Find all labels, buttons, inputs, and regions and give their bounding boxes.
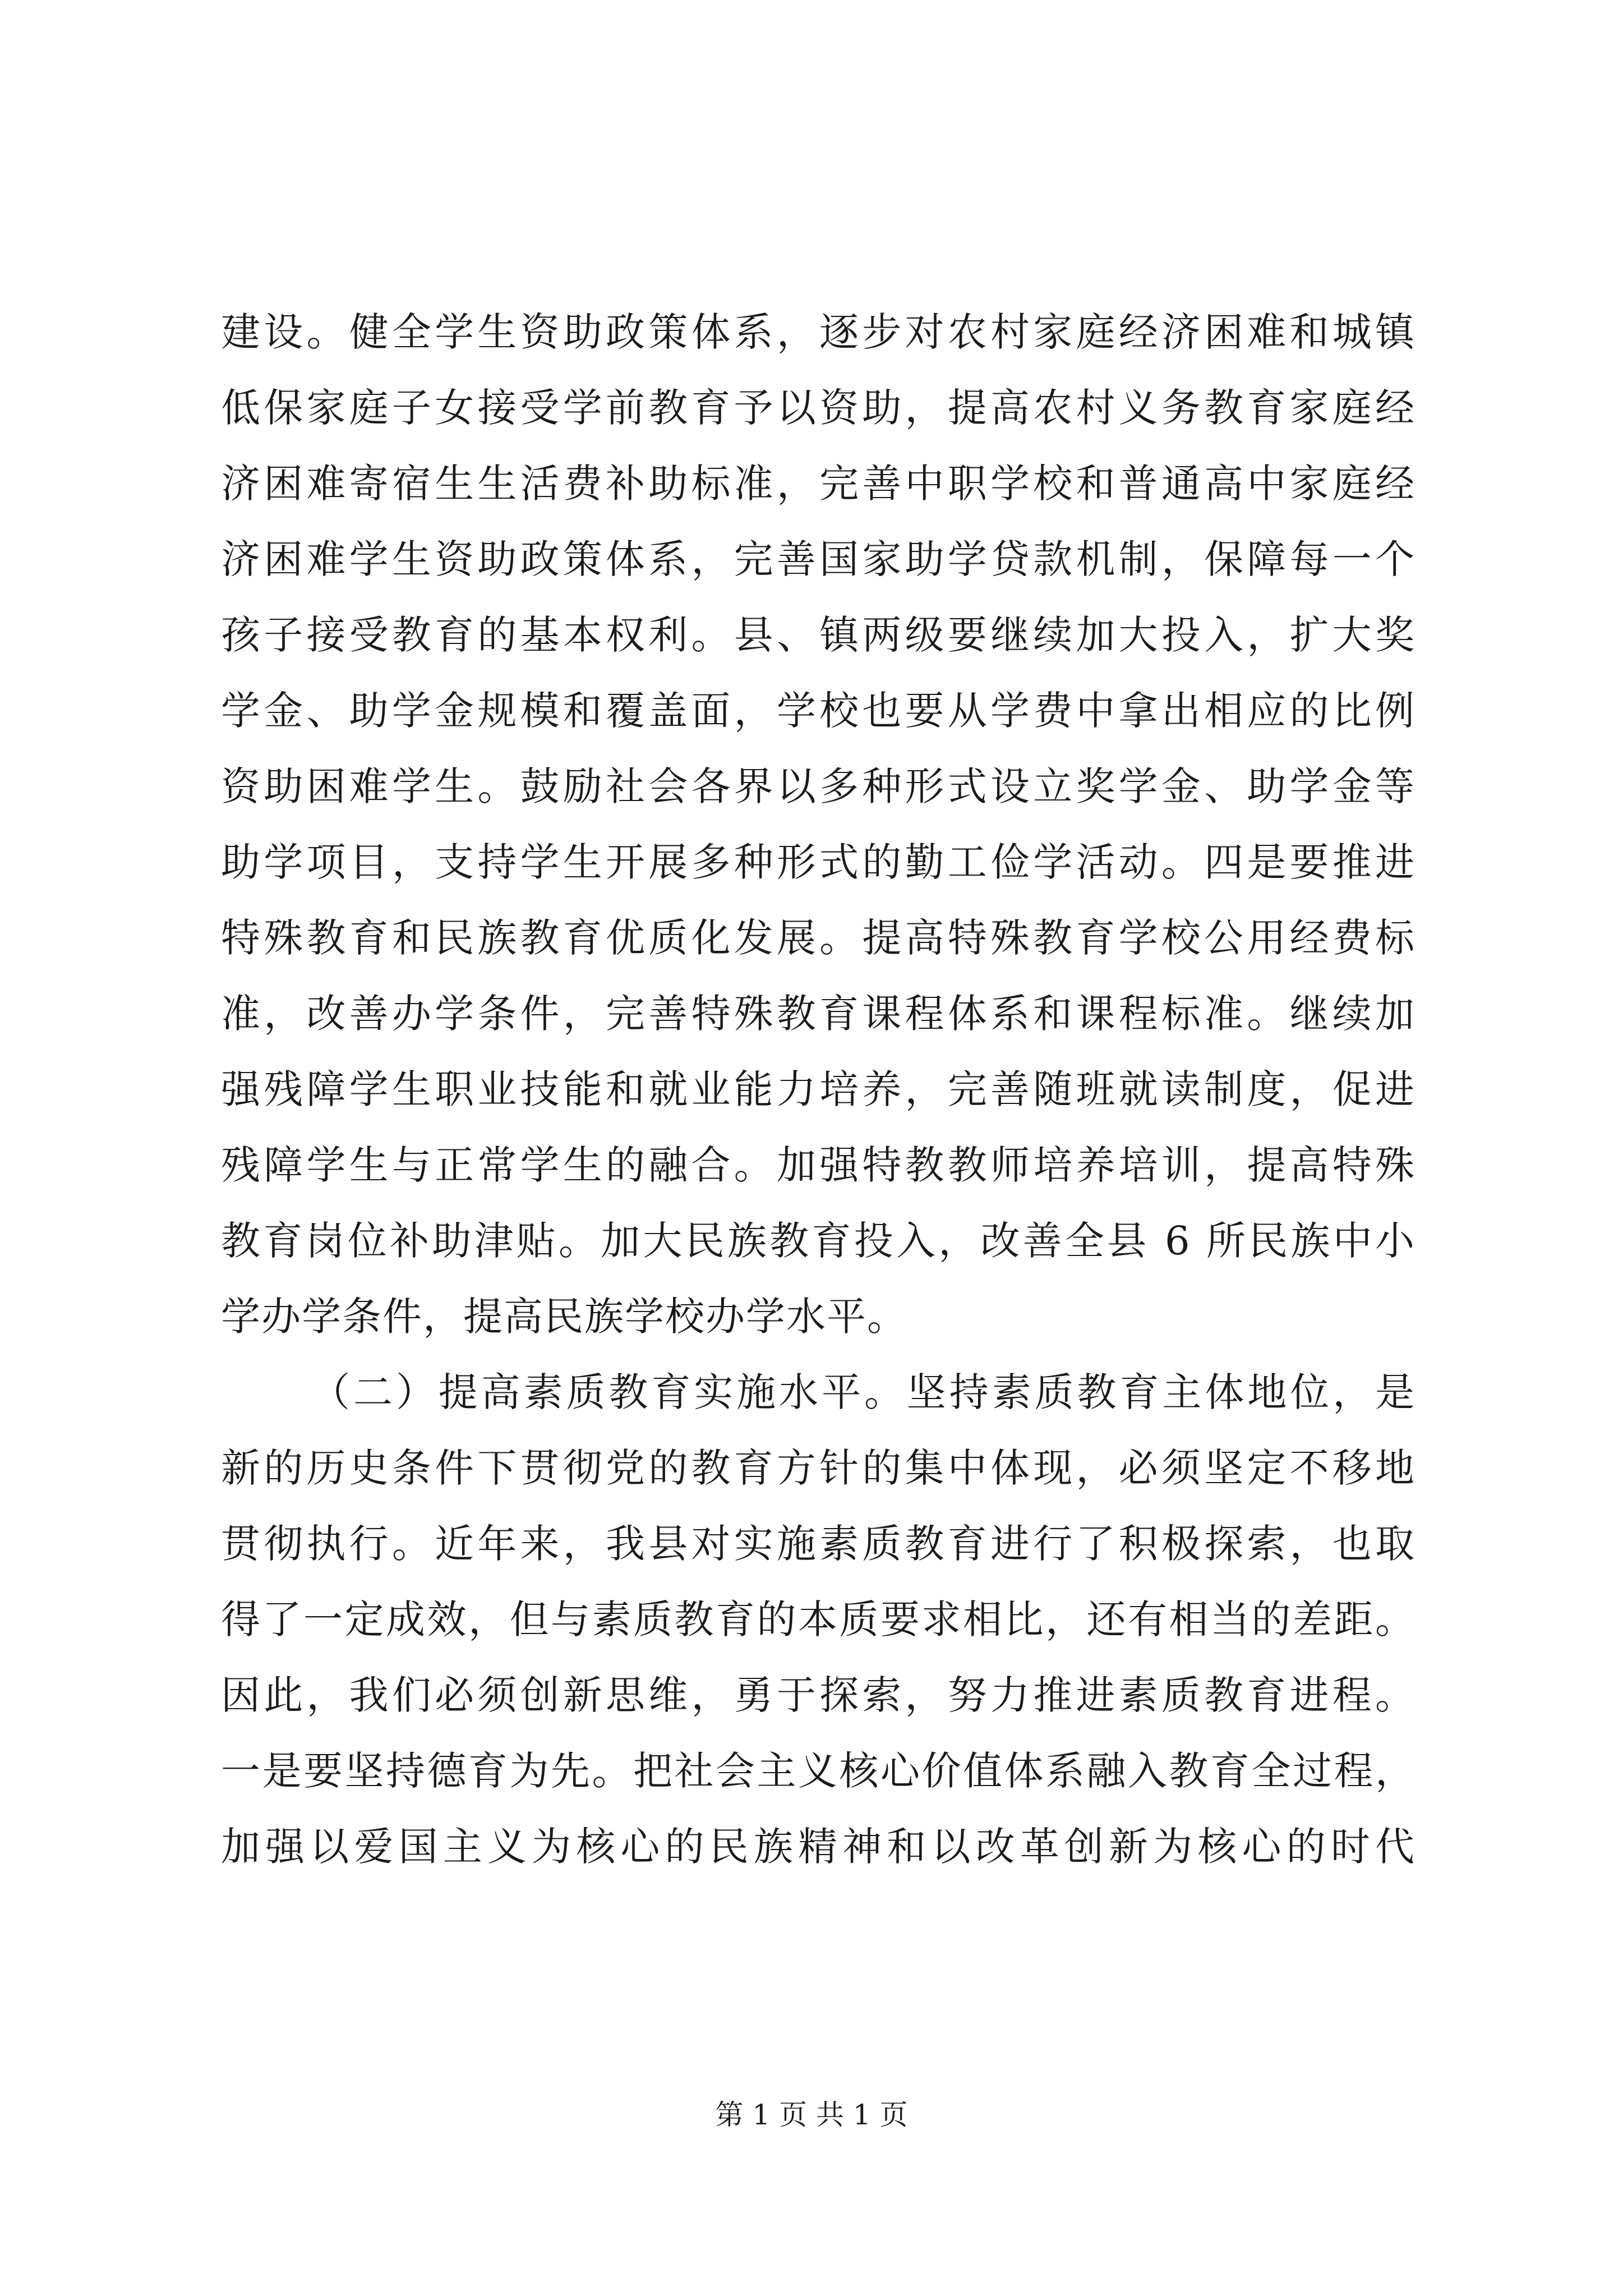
text-line: 加强以爱国主义为核心的民族精神和以改革创新为核心的时代 xyxy=(221,1824,1415,1870)
text-line: 新的历史条件下贯彻党的教育方针的集中体现，必须坚定不移地 xyxy=(221,1445,1415,1491)
text-line: 准，改善办学条件，完善特殊教育课程体系和课程标准。继续加 xyxy=(221,991,1415,1037)
text-line: 因此，我们必须创新思维，勇于探索，努力推进素质教育进程。 xyxy=(221,1672,1415,1718)
text-line: 济困难学生资助政策体系，完善国家助学贷款机制，保障每一个 xyxy=(221,536,1415,582)
text-line: （二）提高素质教育实施水平。坚持素质教育主体地位，是 xyxy=(311,1369,1415,1415)
text-line: 建设。健全学生资助政策体系，逐步对农村家庭经济困难和城镇 xyxy=(221,309,1415,355)
text-line: 残障学生与正常学生的融合。加强特教教师培养培训，提高特殊 xyxy=(221,1142,1415,1188)
text-line: 济困难寄宿生生活费补助标准，完善中职学校和普通高中家庭经 xyxy=(221,461,1415,507)
page-number: 第 1 页 共 1 页 xyxy=(715,2099,908,2131)
text-line: 得了一定成效，但与素质教育的本质要求相比，还有相当的差距。 xyxy=(221,1596,1415,1642)
text-line: 一是要坚持德育为先。把社会主义核心价值体系融入教育全过程， xyxy=(221,1748,1415,1794)
page-footer xyxy=(0,2095,1623,2134)
text-line: 助学项目，支持学生开展多种形式的勤工俭学活动。四是要推进 xyxy=(221,839,1415,885)
text-line: 孩子接受教育的基本权利。县、镇两级要继续加大投入，扩大奖 xyxy=(221,612,1415,658)
text-line: 特殊教育和民族教育优质化发展。提高特殊教育学校公用经费标 xyxy=(221,915,1415,961)
body-text xyxy=(221,295,1415,1885)
text-line: 贯彻执行。近年来，我县对实施素质教育进行了积极探索，也取 xyxy=(221,1521,1415,1567)
text-line: 学金、助学金规模和覆盖面，学校也要从学费中拿出相应的比例 xyxy=(221,688,1415,734)
text-line: 低保家庭子女接受学前教育予以资助，提高农村义务教育家庭经 xyxy=(221,385,1415,431)
text-line: 教育岗位补助津贴。加大民族教育投入，改善全县 6 所民族中小 xyxy=(221,1218,1415,1264)
text-line: 资助困难学生。鼓励社会各界以多种形式设立奖学金、助学金等 xyxy=(221,763,1415,809)
text-line: 强残障学生职业技能和就业能力培养，完善随班就读制度，促进 xyxy=(221,1066,1415,1112)
text-line: 学办学条件，提高民族学校办学水平。 xyxy=(221,1294,907,1340)
